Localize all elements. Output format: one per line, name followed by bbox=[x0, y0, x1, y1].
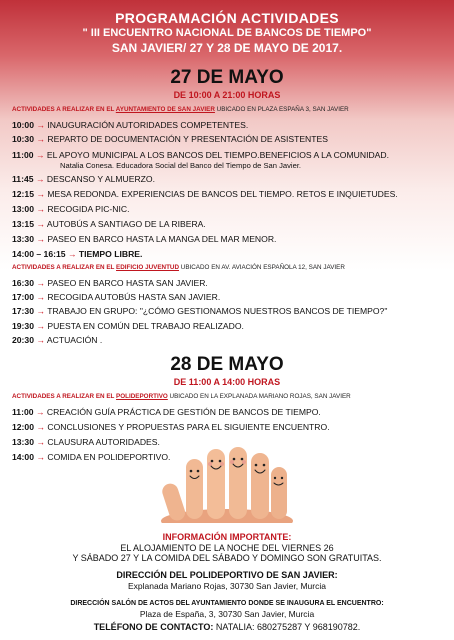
schedule-row bbox=[12, 189, 398, 199]
schedule-row bbox=[12, 407, 321, 417]
schedule-row bbox=[12, 321, 244, 331]
arrow-icon: → bbox=[36, 306, 45, 316]
arrow-icon: → bbox=[36, 234, 45, 244]
day2-title: 28 DE MAYO bbox=[170, 354, 284, 375]
day1-title: 27 DE MAYO bbox=[170, 67, 284, 88]
poli-address: Explanada Mariano Rojas, 30730 San Javier, Murcia bbox=[128, 581, 326, 591]
arrow-icon: → bbox=[36, 204, 45, 214]
row-text: RECOGIDA PIC-NIC. bbox=[47, 204, 130, 214]
arrow-icon: → bbox=[67, 249, 77, 259]
row-time: 17:00 bbox=[12, 292, 34, 302]
row-text: RECOGIDA AUTOBÚS HASTA SAN JAVIER. bbox=[47, 292, 221, 302]
row-text: CONCLUSIONES Y PROPUESTAS PARA EL SIGUIENTE ENCUENTRO. bbox=[47, 422, 330, 432]
row-text: PASEO EN BARCO HASTA SAN JAVIER. bbox=[47, 278, 208, 288]
schedule-row bbox=[12, 219, 206, 229]
schedule-row bbox=[12, 278, 208, 288]
smiling-fingers-illustration bbox=[158, 445, 296, 523]
row-time: 11:00 bbox=[12, 150, 34, 160]
row-time: 17:30 bbox=[12, 306, 34, 316]
row-text: TRABAJO EN GRUPO: "¿CÓMO GESTIONAMOS NUESTROS BANCOS DE TIEMPO?" bbox=[47, 306, 388, 316]
venue-name: POLIDEPORTIVO bbox=[116, 393, 168, 400]
arrow-icon: → bbox=[36, 335, 45, 345]
salon-address-heading: DIRECCIÓN SALÓN DE ACTOS DEL AYUNTAMIENTO DONDE SE INAUGURA EL ENCUENTRO: bbox=[70, 600, 384, 607]
schedule-row bbox=[12, 234, 276, 244]
row-time: 19:30 bbox=[12, 321, 34, 331]
event-name: " III ENCUENTRO NACIONAL DE BANCOS DE TIEMPO" bbox=[82, 27, 372, 39]
row-text: AUTOBÚS A SANTIAGO DE LA RIBERA. bbox=[46, 219, 206, 229]
day1-hours: DE 10:00 A 21:00 HORAS bbox=[173, 90, 281, 100]
salon-address: Plaza de España, 3, 30730 San Javier, Murcia bbox=[139, 609, 315, 619]
row-time: 14:00 – 16:15 bbox=[12, 249, 66, 259]
day2-venue bbox=[12, 393, 351, 400]
row-time: 12:15 bbox=[12, 189, 34, 199]
schedule-row bbox=[12, 335, 102, 345]
arrow-icon: → bbox=[36, 292, 45, 302]
phone-value: NATALIA: 680275287 Y 968190782. bbox=[213, 622, 361, 632]
row-text: INAUGURACIÓN AUTORIDADES COMPETENTES. bbox=[47, 120, 249, 130]
venue-name: AYUNTAMIENTO DE SAN JAVIER bbox=[115, 106, 215, 113]
row-time: 10:00 bbox=[12, 120, 34, 130]
schedule-row bbox=[12, 452, 170, 462]
arrow-icon: → bbox=[36, 321, 45, 331]
row-time: 13:00 bbox=[12, 204, 34, 214]
schedule-row bbox=[12, 150, 389, 160]
arrow-icon: → bbox=[35, 150, 45, 160]
info-heading: INFORMACIÓN IMPORTANTE: bbox=[162, 532, 292, 542]
row-time: 11:00 bbox=[12, 407, 34, 417]
row-text: COMIDA EN POLIDEPORTIVO. bbox=[47, 452, 171, 462]
schedule-row bbox=[12, 292, 220, 302]
venue-name: EDIFICIO JUVENTUD bbox=[116, 264, 180, 271]
row-time: 16:30 bbox=[12, 278, 34, 288]
event-place-date: SAN JAVIER/ 27 Y 28 DE MAYO DE 2017. bbox=[111, 41, 343, 55]
schedule-row bbox=[12, 204, 130, 214]
info-line2: Y SÁBADO 27 Y LA COMIDA DEL SÁBADO Y DOMINGO SON GRATUITAS. bbox=[72, 553, 382, 563]
row-text: MESA REDONDA. EXPERIENCIAS DE BANCOS DEL TIEMPO. RETOS E INQUIETUDES. bbox=[47, 189, 398, 199]
schedule-row bbox=[12, 422, 330, 432]
schedule-row bbox=[12, 120, 248, 130]
row-time: 13:30 bbox=[12, 234, 34, 244]
row-time: 13:30 bbox=[12, 437, 34, 447]
row-time: 20:30 bbox=[12, 335, 34, 345]
venue-suffix: UBICADO EN LA EXPLANADA MARIANO ROJAS, SAN JAVIER bbox=[167, 393, 351, 400]
arrow-icon: → bbox=[36, 278, 45, 288]
row-time: 10:30 bbox=[12, 134, 34, 144]
row-time: 14:00 bbox=[12, 452, 34, 462]
row-text: EL APOYO MUNICIPAL A LOS BANCOS DEL TIEMPO.BENEFICIOS A LA COMUNIDAD. bbox=[46, 150, 389, 160]
venue-suffix: UBICADO EN AV. AVIACIÓN ESPAÑOLA 12, SAN JAVIER bbox=[179, 264, 345, 271]
arrow-icon: → bbox=[36, 422, 45, 432]
schedule-row bbox=[12, 306, 387, 316]
row-text: TIEMPO LIBRE. bbox=[78, 249, 143, 259]
venue-prefix: ACTIVIDADES A REALIZAR EN EL bbox=[12, 393, 117, 400]
row-time: 11:45 bbox=[12, 174, 34, 184]
row-time: 12:00 bbox=[12, 422, 34, 432]
poster-title: PROGRAMACIÓN ACTIVIDADES bbox=[115, 10, 339, 26]
arrow-icon: → bbox=[36, 189, 45, 199]
arrow-icon: → bbox=[36, 120, 45, 130]
day1-venue2 bbox=[12, 264, 345, 271]
row-text: CLAUSURA AUTORIDADES. bbox=[47, 437, 160, 447]
arrow-icon: → bbox=[36, 219, 45, 229]
info-line1: EL ALOJAMIENTO DE LA NOCHE DEL VIERNES 26 bbox=[120, 543, 334, 553]
row-time: 13:15 bbox=[12, 219, 34, 229]
row-text: ACTUACIÓN . bbox=[46, 335, 103, 345]
arrow-icon: → bbox=[36, 134, 45, 144]
schedule-row bbox=[12, 174, 155, 184]
venue-prefix: ACTIVIDADES A REALIZAR EN EL bbox=[12, 106, 116, 113]
arrow-icon: → bbox=[36, 452, 45, 462]
contact-phone bbox=[0, 622, 454, 632]
schedule-row bbox=[12, 134, 328, 144]
speaker-line: Natalia Conesa. Educadora Social del Banco del Tiempo de San Javier. bbox=[60, 161, 302, 170]
arrow-icon: → bbox=[35, 174, 45, 184]
day1-venue1 bbox=[12, 106, 349, 113]
row-text: CREACIÓN GUÍA PRÁCTICA DE GESTIÓN DE BANCOS DE TIEMPO. bbox=[46, 407, 321, 417]
phone-label: TELÉFONO DE CONTACTO: bbox=[93, 622, 214, 632]
poli-address-heading: DIRECCIÓN DEL POLIDEPORTIVO DE SAN JAVIER: bbox=[116, 570, 338, 580]
day2-hours: DE 11:00 A 14:00 HORAS bbox=[173, 377, 281, 387]
row-text: PUESTA EN COMÚN DEL TRABAJO REALIZADO. bbox=[47, 321, 244, 331]
schedule-row bbox=[12, 249, 142, 259]
row-text: DESCANSO Y ALMUERZO. bbox=[46, 174, 155, 184]
arrow-icon: → bbox=[35, 407, 45, 417]
row-text: REPARTO DE DOCUMENTACIÓN Y PRESENTACIÓN DE ASISTENTES bbox=[47, 134, 328, 144]
row-text: PASEO EN BARCO HASTA LA MANGA DEL MAR MENOR. bbox=[47, 234, 277, 244]
arrow-icon: → bbox=[36, 437, 45, 447]
venue-prefix: ACTIVIDADES A REALIZAR EN EL bbox=[12, 264, 117, 271]
schedule-row bbox=[12, 437, 160, 447]
venue-suffix: UBICADO EN PLAZA ESPAÑA 3, SAN JAVIER bbox=[214, 106, 349, 113]
